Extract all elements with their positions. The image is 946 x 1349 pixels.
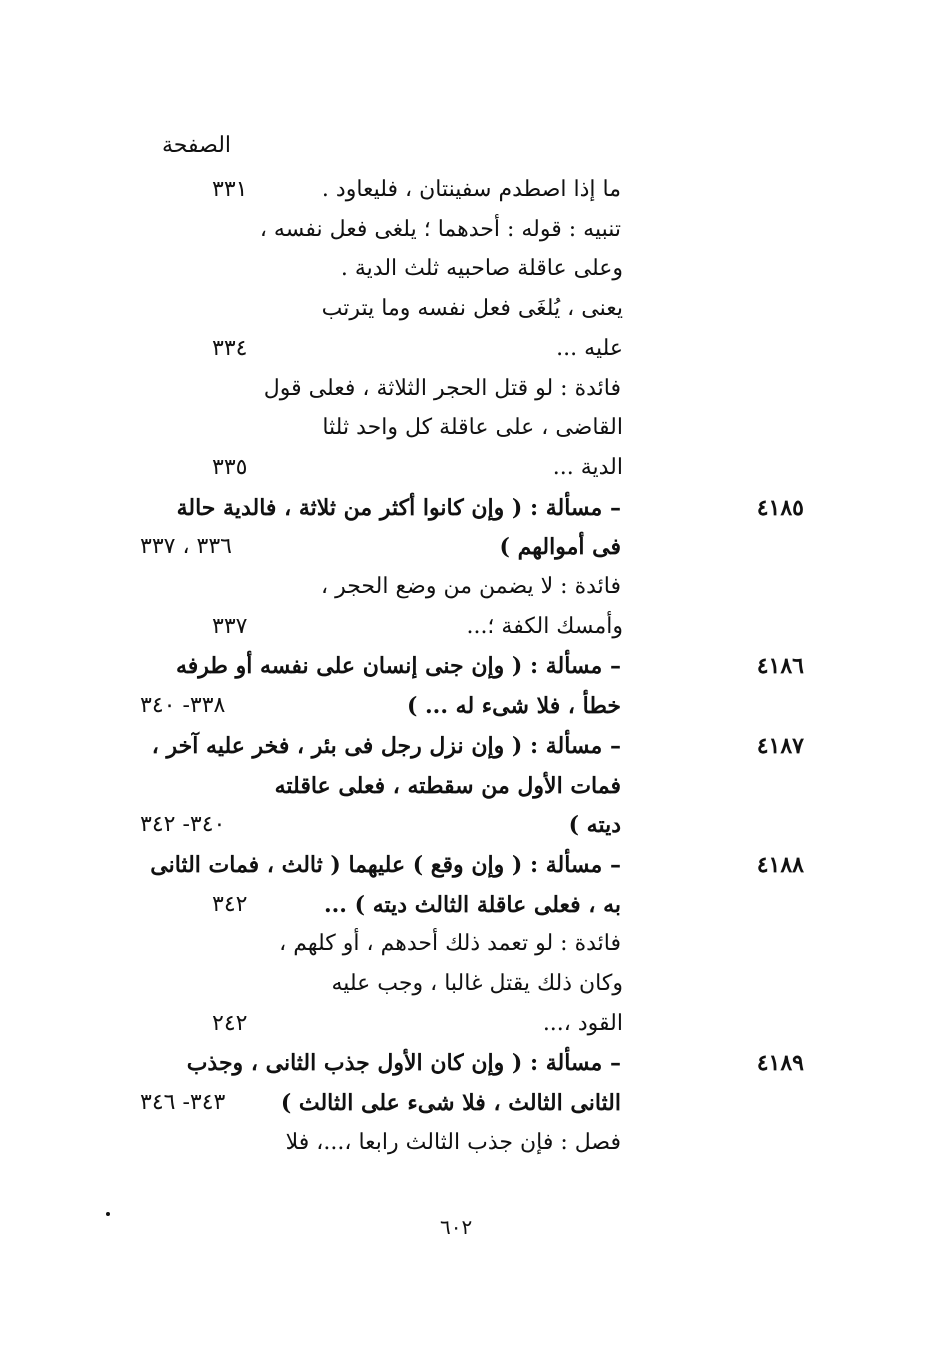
index-line	[0, 567, 946, 607]
entry-text: – مسألة : ( وإن جنى إنسان على نفسه أو طرفه	[175, 653, 621, 680]
page-reference: ٣٣٨- ٣٤٠	[140, 693, 226, 719]
index-line	[0, 726, 946, 766]
index-line	[0, 170, 946, 210]
entry-text: به ، فعلى عاقلة الثالث ديته ) ...	[323, 891, 621, 918]
index-line	[0, 488, 946, 528]
page-reference: ٣٣٤	[212, 335, 248, 361]
index-line	[0, 210, 946, 250]
entry-number: ٤١٨٨	[756, 851, 804, 878]
index-line	[0, 964, 946, 1004]
entry-text: فائدة : لو قتل الحجر الثلاثة ، فعلى قول	[263, 375, 621, 401]
entry-text: وأمسك الكفة ؛...	[466, 613, 623, 639]
index-line	[0, 1123, 946, 1163]
index-line	[0, 1004, 946, 1044]
index-line	[0, 329, 946, 369]
page-reference: ٣٣١	[212, 177, 248, 202]
entry-text: القاضى ، على عاقلة كل واحد ثلثا	[322, 415, 623, 441]
index-line	[0, 527, 946, 567]
index-line	[0, 646, 946, 686]
scan-speck	[106, 1212, 110, 1216]
entry-text: الدية ...	[552, 454, 623, 480]
entry-text: فائدة : لو تعمد ذلك أحدهم ، أو كلهم ،	[279, 931, 621, 957]
entry-text: ديته )	[568, 812, 621, 839]
page-reference: ٢٤٢	[212, 1010, 248, 1036]
entry-text: – مسألة : ( وإن كانوا أكثر من ثلاثة ، فالدية حالة	[176, 494, 621, 521]
entry-text: يعنى ، يُلغَى فعل نفسه وما يترتب	[321, 296, 623, 322]
entry-number: ٤١٨٧	[756, 732, 804, 759]
entry-text: فائدة : لا يضمن من وضع الحجر ،	[321, 574, 621, 599]
entry-text: فى أموالهم )	[499, 534, 621, 561]
page-reference: ٣٣٦ ، ٣٣٧	[140, 534, 232, 560]
entry-text: فصل : فإن جذب الثالث رابعا ،...، فلا	[285, 1129, 621, 1155]
index-line	[0, 369, 946, 409]
entry-text: خطأ ، فلا شىء له ... )	[406, 693, 621, 720]
entry-text: – مسألة : ( وإن وقع ) عليهما ( ثالث ، فمات الثانى	[150, 851, 621, 878]
entry-text: فمات الأول من سقطته ، فعلى عاقلته	[274, 772, 621, 799]
page-reference: ٣٤٠- ٣٤٢	[140, 812, 226, 838]
index-line	[0, 607, 946, 647]
index-line	[0, 1083, 946, 1123]
page-reference: ٣٣٧	[212, 613, 248, 639]
index-line	[0, 686, 946, 726]
entry-text: وعلى عاقلة صاحبيه ثلث الدية .	[340, 256, 623, 282]
entry-number: ٤١٨٦	[756, 653, 804, 680]
entry-text: – مسألة : ( وإن نزل رجل فى بئر ، فخر عليه آخر ،	[151, 732, 621, 759]
index-line	[0, 408, 946, 448]
entry-text: وكان ذلك يقتل غالبا ، وجب عليه	[331, 971, 623, 996]
entry-text: القود ،...	[542, 1010, 623, 1036]
page-reference: ٣٤٣- ٣٤٦	[140, 1090, 226, 1116]
entry-number: ٤١٨٩	[756, 1050, 804, 1077]
index-line	[0, 1043, 946, 1083]
entry-text: – مسألة : ( وإن كان الأول جذب الثانى ، وجذب	[186, 1050, 621, 1077]
index-line	[0, 805, 946, 845]
index-line	[0, 766, 946, 806]
page-column-header: الصفحة	[162, 133, 232, 158]
entry-text: تنبيه : قوله : أحدهما ؛ يلغى فعل نفسه ،	[259, 216, 621, 242]
page-number: ٦٠٢	[440, 1215, 473, 1239]
entry-number: ٤١٨٥	[756, 494, 804, 521]
entry-text: ما إذا اصطدم سفينتان ، فليعاود .	[321, 177, 621, 202]
index-line	[0, 448, 946, 488]
index-line	[0, 924, 946, 964]
index-line	[0, 845, 946, 885]
index-line	[0, 289, 946, 329]
page-reference: ٣٤٢	[212, 891, 248, 917]
index-line	[0, 885, 946, 925]
page-reference: ٣٣٥	[212, 454, 248, 480]
index-line	[0, 249, 946, 289]
entry-text: عليه ...	[556, 335, 623, 361]
entry-text: الثانى الثالث ، فلا شىء على الثالث )	[280, 1090, 621, 1117]
